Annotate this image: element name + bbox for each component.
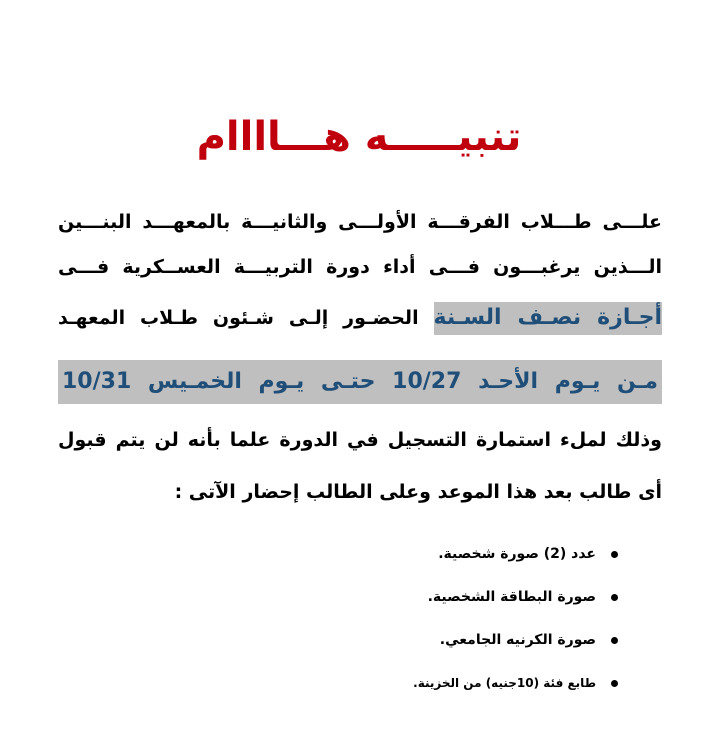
notice-title: تنبيـــــه هـــاااام xyxy=(196,114,522,160)
paragraph-line-3-rest: الحضـور إلـى شـئون طـلاب المعهـد xyxy=(58,307,419,329)
bullet-icon xyxy=(611,551,618,558)
bullet-icon xyxy=(611,594,618,601)
list-item-text: طابع فئة (10جنيه) من الخزينة. xyxy=(413,676,596,690)
highlight-date-range: مـن يـوم الأحـد 10/27 حتـى يـوم الخمـيس 10/31 xyxy=(58,360,662,404)
paragraph-line-3 xyxy=(58,296,662,340)
list-item xyxy=(413,662,618,705)
bullet-icon xyxy=(611,637,618,644)
list-item xyxy=(413,619,618,662)
paragraph-line-4 xyxy=(58,360,662,404)
requirements-list xyxy=(413,533,618,705)
paragraph-line-6: أى طالب بعد هذا الموعد وعلى الطالب إحضار الآتى : xyxy=(174,481,662,503)
list-item xyxy=(413,576,618,619)
highlight-midyear-vacation: أجـازة نصـف السـنة xyxy=(434,302,662,335)
list-item-text: صورة الكرنيه الجامعي. xyxy=(439,632,596,648)
list-item xyxy=(413,533,618,576)
list-item-text: صورة البطاقة الشخصية. xyxy=(427,589,596,605)
paragraph-line-5: وذلك لملء استمارة التسجيل في الدورة علما بأنه لن يتم قبول xyxy=(58,429,662,451)
paragraph-line-1: علـــى طـــلاب الفرقـــة الأولـــى والثانيـــة بالمعهـــد البنـــين xyxy=(58,211,662,233)
paragraph-line-2: الـــذين يرغبـــون فـــى أداء دورة التربيـــة العســكرية فـــى xyxy=(58,256,662,278)
bullet-icon xyxy=(611,680,618,687)
list-item-text: عدد (2) صورة شخصية. xyxy=(438,546,596,562)
